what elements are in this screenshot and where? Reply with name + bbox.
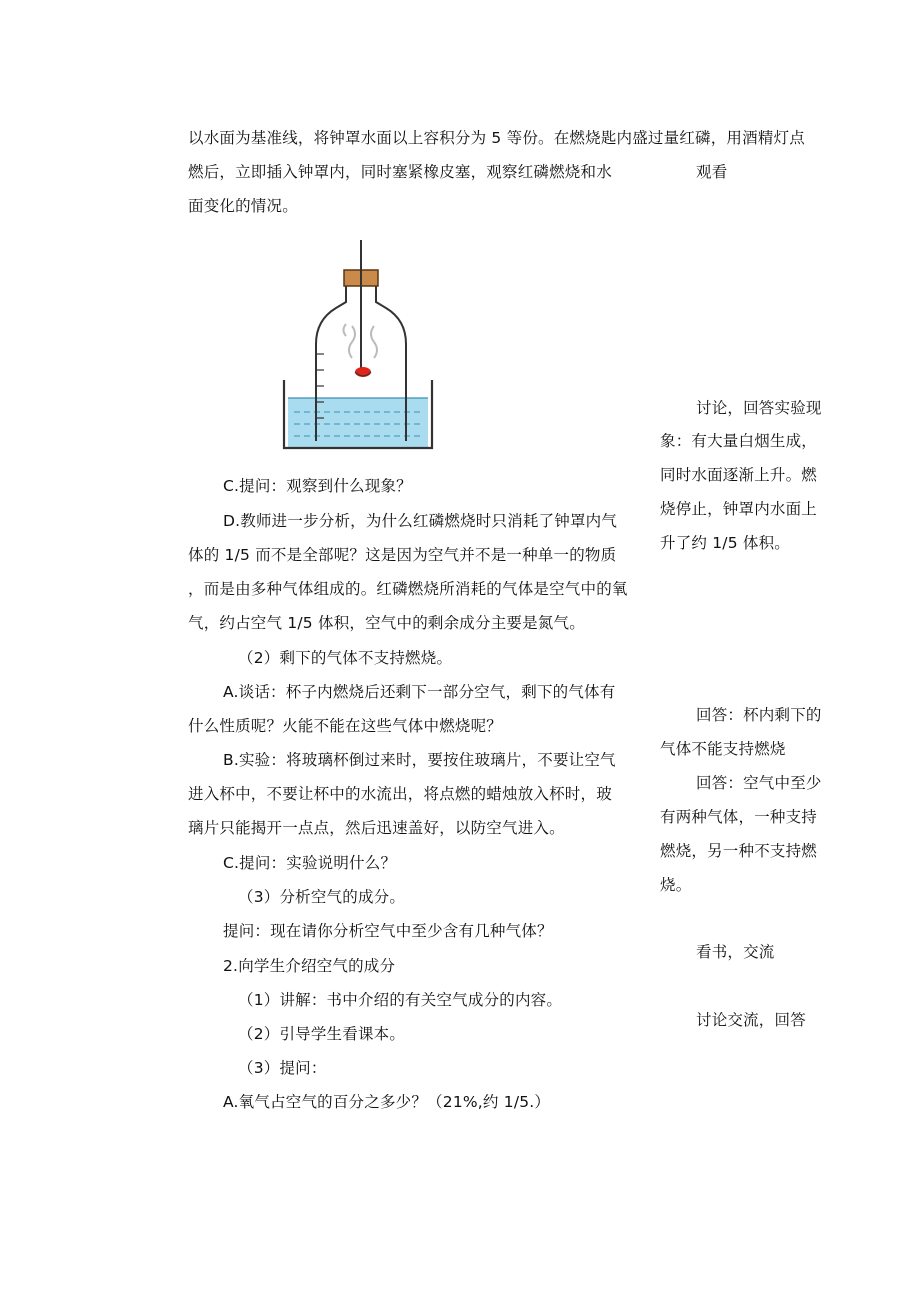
body-line: 进入杯中，不要让杯中的水流出，将点燃的蜡烛放入杯时，玻 [188, 785, 612, 803]
intro-line: 以水面为基准线，将钟罩水面以上容积分为 5 等份。在燃烧匙内盛过量红磷，用酒精灯点 [188, 129, 805, 147]
intro-line: 面变化的情况。 [188, 197, 298, 215]
body-line: （2）引导学生看课本。 [238, 1025, 406, 1043]
side-line: 讨论，回答实验现 [696, 399, 822, 417]
side-line: 观看 [696, 163, 728, 181]
body-line: 提问：现在请你分析空气中至少含有几种气体？ [223, 922, 553, 940]
body-line: A.谈话：杯子内燃烧后还剩下一部分空气，剩下的气体有 [223, 683, 616, 701]
body-line: （2）剩下的气体不支持燃烧。 [238, 649, 453, 667]
side-line: 气体不能支持燃烧 [660, 740, 786, 758]
side-line: 同时水面逐渐上升。燃 [660, 466, 818, 484]
body-line: （3）分析空气的成分。 [238, 888, 406, 906]
side-line: 燃烧，另一种不支持燃 [660, 842, 818, 860]
body-line: ，而是由多种气体组成的。红磷燃烧所消耗的气体是空气中的氧 [188, 580, 628, 598]
body-line: 气，约占空气 1/5 体积，空气中的剩余成分主要是氮气。 [188, 614, 585, 632]
side-line: 有两种气体，一种支持 [660, 808, 818, 826]
body-line: （1）讲解：书中介绍的有关空气成分的内容。 [238, 991, 563, 1009]
body-line: B.实验：将玻璃杯倒过来时，要按住玻璃片，不要让空气 [223, 751, 616, 769]
side-line: 升了约 1/5 体积。 [660, 534, 790, 552]
body-line: 2.向学生介绍空气的成分 [223, 957, 396, 975]
side-line: 烧停止，钟罩内水面上 [660, 500, 818, 518]
side-line: 看书，交流 [696, 943, 775, 961]
side-line: 烧。 [660, 876, 692, 894]
side-line: 讨论交流，回答 [696, 1011, 806, 1029]
side-line: 回答：空气中至少 [696, 774, 822, 792]
body-line: C.提问：实验说明什么？ [223, 854, 397, 872]
side-line: 回答：杯内剩下的 [696, 706, 822, 724]
body-line: （3）提问： [238, 1059, 327, 1077]
body-line: 体的 1/5 而不是全部呢？这是因为空气并不是一种单一的物质 [188, 546, 617, 564]
body-line: A.氧气占空气的百分之多少？（21%,约 1/5.） [223, 1093, 551, 1111]
body-line: C.提问：观察到什么现象？ [223, 477, 412, 495]
body-line: 什么性质呢？火能不能在这些气体中燃烧呢？ [188, 717, 503, 735]
body-line: 璃片只能揭开一点点，然后迅速盖好，以防空气进入。 [188, 819, 565, 837]
bell-jar-experiment-figure [278, 236, 448, 452]
intro-line: 燃后，立即插入钟罩内，同时塞紧橡皮塞，观察红磷燃烧和水 [188, 163, 612, 181]
side-line: 象：有大量白烟生成， [660, 432, 818, 450]
body-line: D.教师进一步分析，为什么红磷燃烧时只消耗了钟罩内气 [223, 512, 618, 530]
